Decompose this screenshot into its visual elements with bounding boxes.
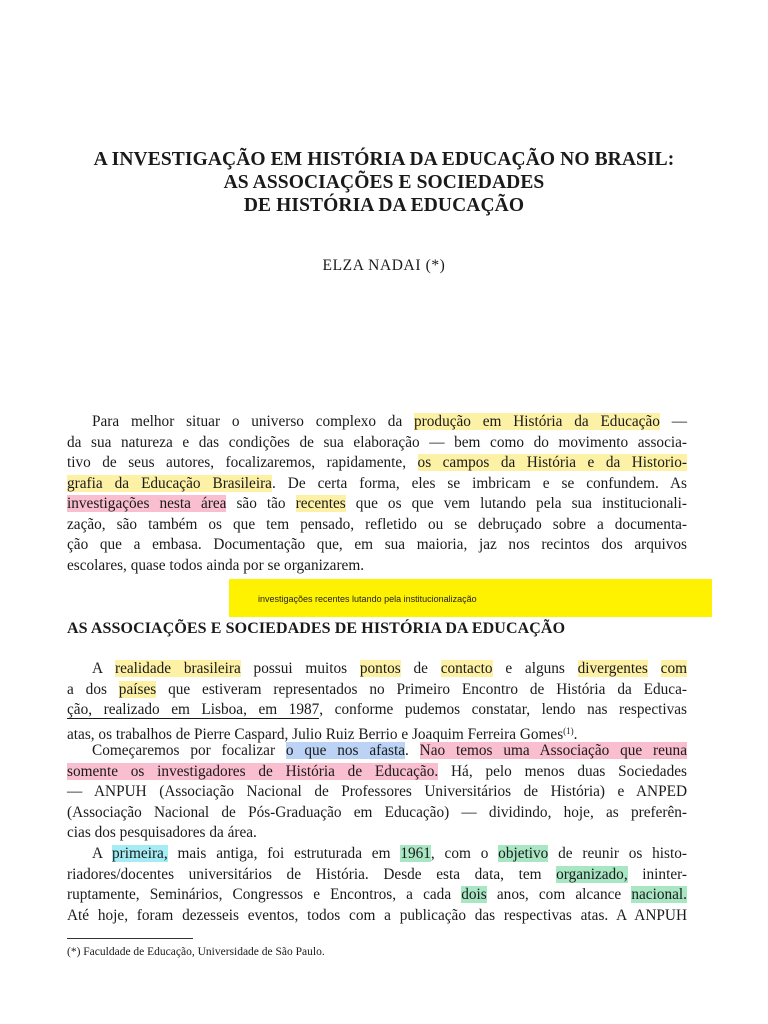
highlight[interactable]: grafia da Educação Brasileira [67,474,272,492]
footnote-ref: (1) [563,725,574,736]
text-line: investigações nesta área são tão recentes que os que vem lutando pela sua institucionali- [67,495,687,512]
text-line: (Associação Nacional de Pós-Graduação em Educação) — dividindo, hoje, as preferên- [67,803,687,821]
text-line: A realidade brasileira possui muitos pontos de contacto e alguns divergentes com [92,660,688,677]
highlight[interactable]: pontos [359,660,401,677]
text-line: ruptamente, Seminários, Congressos e Encontros, a cada dois anos, com alcance nacional. [67,886,687,903]
text-line: cias dos pesquisadores da área. [67,824,257,841]
intro-paragraph [67,412,687,576]
highlight[interactable]: divergentes [577,660,648,677]
text-line: Até hoje, foram dezesseis eventos, todos com a publicação das respectivas atas. A ANPUH [67,906,687,924]
text-line: atas, os trabalhos de Pierre Caspard, Julio Ruiz Berrio e Joaquim Ferreira Gomes$^{(1)}$. [67,725,578,743]
highlight[interactable]: nacional. [631,886,687,903]
text-line: da sua natureza e das condições de sua elaboração — bem como do movimento associa- [67,433,687,451]
text-line: a dos países que estiveram representados no Primeiro Encontro de História da Educa- [67,680,687,698]
text-line: Para melhor situar o universo complexo da produção em História da Educação — [92,413,687,430]
title-line-3: DE HISTÓRIA DA EDUCAÇÃO [243,195,525,216]
article-title [40,148,728,217]
text-line: ção que a embasa. Documentação que, em sua maioria, jaz nos recintos dos arquivos [67,536,687,553]
text-line: A primeira, mais antiga, foi estruturada em 1961, com o objetivo de reunir os histo- [92,845,687,862]
text-line: riadores/docentes universitários de História. Desde esta data, tem organizado, ininter- [67,865,688,883]
highlight[interactable]: organizado, [556,865,628,883]
highlight[interactable]: objetivo [498,845,549,862]
body-paragraph-3 [67,844,687,926]
section-heading: AS ASSOCIAÇÕES E SOCIEDADES DE HISTÓRIA DA EDUCAÇÃO [67,620,566,637]
highlight[interactable]: Nao temos uma Associação que reuna [419,742,687,759]
body-paragraph-1 [67,659,687,741]
text-line: grafia da Educação Brasileira. De certa forma, eles se imbricam e se confundem. As [67,474,687,492]
highlight[interactable]: primeira, [112,845,168,862]
footnote: (*) Faculdade de Educação, Universidade de São Paulo. [67,946,325,958]
sticky-note[interactable]: investigações recentes lutando pela institucionalização [229,579,712,617]
text-line: somente os investigadores de História de Educação. Há, pelo menos duas Sociedades [67,762,687,780]
highlight[interactable]: recentes [295,495,346,512]
highlight[interactable]: os campos da História e da Historio- [417,454,687,471]
text-line: tivo de seus autores, focalizaremos, rapidamente, os campos da História e da Historio- [67,454,687,471]
highlight[interactable]: países [118,680,157,698]
body-paragraph-2 [67,741,687,844]
highlight[interactable]: o que nos afasta [285,742,405,759]
highlight[interactable]: 1961 [400,845,431,862]
title-line-1: A INVESTIGAÇÃO EM HISTÓRIA DA EDUCAÇÃO NO BRASIL: [93,149,675,170]
text-line: zação, são também os que tem pensado, refletido ou se debruçado sobre a documenta- [67,515,687,533]
highlight[interactable]: realidade brasileira [115,660,241,677]
text-line: — ANPUH (Associação Nacional de Professores Universitários de História) e ANPED [67,783,687,800]
footnote-divider [67,938,193,939]
highlight[interactable]: contacto [440,660,493,677]
highlight[interactable]: somente os investigadores de História de Educação. [67,762,439,780]
highlight[interactable]: produção em História da Educação [414,413,660,430]
underline[interactable]: ção, realizado em Lisboa, em 1987 [67,701,320,718]
author-name: ELZA NADAI (*) [322,257,446,274]
title-line-2: AS ASSOCIAÇÕES E SOCIEDADES [223,172,545,193]
highlight[interactable]: dois [461,886,487,903]
text-line: Começaremos por focalizar o que nos afasta. Nao temos uma Associação que reuna [92,742,687,759]
highlight[interactable]: com [660,660,688,677]
highlight[interactable]: investigações nesta área [67,495,227,512]
text-line: escolares, quase todos ainda por se organizarem. [67,556,365,574]
text-line: ção, realizado em Lisboa, em 1987, conforme pudemos constatar, lendo nas respectivas [67,701,687,718]
